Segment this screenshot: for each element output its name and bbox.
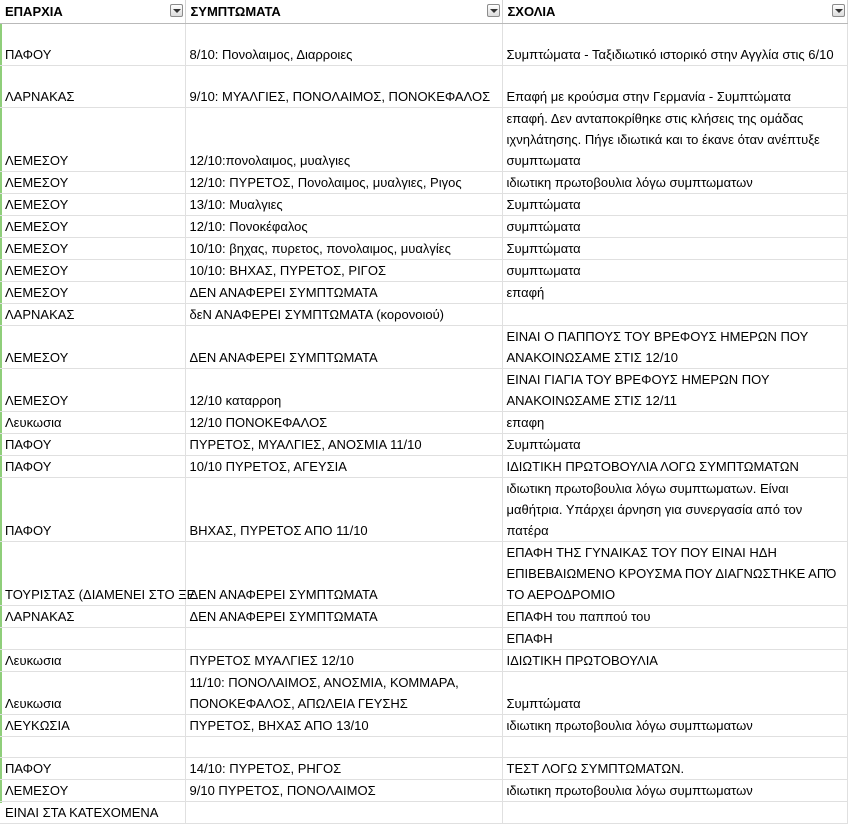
column-header-label: ΣΥΜΠΤΩΜΑΤΑ bbox=[190, 4, 281, 19]
table-row bbox=[0, 369, 847, 412]
table-row bbox=[0, 737, 847, 758]
cell-province[interactable]: ΠΑΦΟΥ bbox=[0, 434, 185, 456]
cell-province[interactable]: ΛΑΡΝΑΚΑΣ bbox=[0, 304, 185, 326]
chevron-down-icon bbox=[173, 9, 181, 13]
header-row bbox=[0, 0, 847, 24]
cell-symptoms[interactable]: 11/10: ΠΟΝΟΛΑΙΜΟΣ, ΑΝΟΣΜΙΑ, ΚΟΜΜΑΡΑ, ΠΟΝΟΚΕΦΑΛΟΣ, ΑΠΩΛΕΙΑ ΓΕΥΣΗΣ bbox=[185, 672, 502, 715]
chevron-down-icon bbox=[490, 9, 498, 13]
cell-symptoms[interactable]: 10/10 ΠΥΡΕΤΟΣ, ΑΓΕΥΣΙΑ bbox=[185, 456, 502, 478]
filter-dropdown-button[interactable] bbox=[832, 4, 845, 17]
cell-province[interactable]: ΛΕΜΕΣΟΥ bbox=[0, 216, 185, 238]
filter-dropdown-button[interactable] bbox=[487, 4, 500, 17]
cell-province[interactable]: ΠΑΦΟΥ bbox=[0, 456, 185, 478]
cell-symptoms[interactable]: 12/10 ΠΟΝΟΚΕΦΑΛΟΣ bbox=[185, 412, 502, 434]
table-row bbox=[0, 108, 847, 172]
cell-comments[interactable]: ΕΠΑΦΗ του παππού του bbox=[502, 606, 847, 628]
table-row bbox=[0, 650, 847, 672]
table-row bbox=[0, 434, 847, 456]
table-row bbox=[0, 326, 847, 369]
table-row bbox=[0, 672, 847, 715]
cell-comments[interactable]: Επαφή με κρούσμα στην Γερμανία - Συμπτώματα bbox=[502, 66, 847, 108]
cell-symptoms[interactable]: ΠΥΡΕΤΟΣ ΜΥΑΛΓΙΕΣ 12/10 bbox=[185, 650, 502, 672]
cell-province[interactable]: ΛΕΜΕΣΟΥ bbox=[0, 238, 185, 260]
table-row bbox=[0, 282, 847, 304]
cell-symptoms[interactable]: ΔΕΝ ΑΝΑΦΕΡΕΙ ΣΥΜΠΤΩΜΑΤΑ bbox=[185, 606, 502, 628]
table-row bbox=[0, 412, 847, 434]
cell-comments[interactable]: ΕΠΑΦΗ ΤΗΣ ΓΥΝΑΙΚΑΣ ΤΟΥ ΠΟΥ ΕΙΝΑΙ ΗΔΗ ΕΠΙΒΕΒΑΙΩΜΕΝΟ ΚΡΟΥΣΜΑ ΠΟΥ ΔΙΑΓΝΩΣΤΗΚΕ ΑΠΌ ΤΟ ΑΕΡΟΔΡΟΜΙΟ bbox=[502, 542, 847, 606]
table-row bbox=[0, 478, 847, 542]
cell-province[interactable]: ΠΑΦΟΥ bbox=[0, 478, 185, 542]
cell-comments[interactable]: συμπτωματα bbox=[502, 260, 847, 282]
table-row bbox=[0, 715, 847, 737]
cell-symptoms[interactable]: 12/10: Πονοκέφαλος bbox=[185, 216, 502, 238]
cell-province[interactable]: ΠΑΦΟΥ bbox=[0, 24, 185, 66]
cell-symptoms[interactable]: ΔΕΝ ΑΝΑΦΕΡΕΙ ΣΥΜΠΤΩΜΑΤΑ bbox=[185, 542, 502, 606]
cell-symptoms[interactable]: 13/10: Μυαλγιες bbox=[185, 194, 502, 216]
cell-comments[interactable]: Συμπτώματα bbox=[502, 238, 847, 260]
cell-province[interactable]: ΤΟΥΡΙΣΤΑΣ (ΔΙΑΜΕΝΕΙ ΣΤΟ ΞΕ bbox=[0, 542, 185, 606]
table-row bbox=[0, 260, 847, 282]
table-row bbox=[0, 66, 847, 108]
cell-comments[interactable]: Συμπτώματα bbox=[502, 672, 847, 715]
cell-province[interactable]: ΛΕΜΕΣΟΥ bbox=[0, 108, 185, 172]
cell-symptoms[interactable]: 10/10: βηχας, πυρετος, πονολαιμος, μυαλγίες bbox=[185, 238, 502, 260]
cell-province[interactable]: ΛΕΜΕΣΟΥ bbox=[0, 260, 185, 282]
cell-comments[interactable]: ιδιωτικη πρωτοβουλια λόγω συμπτωματων bbox=[502, 780, 847, 802]
cell-comments[interactable]: ΕΙΝΑΙ Ο ΠΑΠΠΟΥΣ ΤΟΥ ΒΡΕΦΟΥΣ ΗΜΕΡΩΝ ΠΟΥ ΑΝΑΚΟΙΝΩΣΑΜΕ ΣΤΙΣ 12/10 bbox=[502, 326, 847, 369]
cell-comments[interactable]: ΕΠΑΦΗ bbox=[502, 628, 847, 650]
cell-symptoms[interactable]: ΠΥΡΕΤΟΣ, ΜΥΑΛΓΙΕΣ, ΑΝΟΣΜΙΑ 11/10 bbox=[185, 434, 502, 456]
table-row bbox=[0, 606, 847, 628]
cell-comments[interactable]: Συμπτώματα bbox=[502, 194, 847, 216]
cell-comments[interactable]: ιδιωτικη πρωτοβουλια λόγω συμπτωματων bbox=[502, 172, 847, 194]
filter-dropdown-button[interactable] bbox=[170, 4, 183, 17]
cell-comments[interactable]: συμπτώματα bbox=[502, 216, 847, 238]
table-row bbox=[0, 758, 847, 780]
table-row bbox=[0, 172, 847, 194]
cell-comments[interactable]: Συμπτώματα bbox=[502, 434, 847, 456]
cell-symptoms[interactable]: 9/10: ΜΥΑΛΓΙΕΣ, ΠΟΝΟΛΑΙΜΟΣ, ΠΟΝΟΚΕΦΑΛΟΣ bbox=[185, 66, 502, 108]
column-header-label: ΕΠΑΡΧΙΑ bbox=[5, 4, 63, 19]
cell-province[interactable] bbox=[0, 737, 185, 758]
cell-comments[interactable]: Συμπτώματα - Ταξιδιωτικό ιστορικό στην Αγγλία στις 6/10 bbox=[502, 24, 847, 66]
cell-province[interactable]: Λευκωσια bbox=[0, 650, 185, 672]
cell-symptoms[interactable]: 12/10:πονολαιμος, μυαλγιες bbox=[185, 108, 502, 172]
cell-symptoms[interactable]: δεΝ ΑΝΑΦΕΡΕΙ ΣΥΜΠΤΩΜΑΤΑ (κορονοιού) bbox=[185, 304, 502, 326]
cell-comments[interactable] bbox=[502, 304, 847, 326]
chevron-down-icon bbox=[835, 9, 843, 13]
cell-comments[interactable]: επαφή. Δεν ανταποκρίθηκε στις κλήσεις της ομάδας ιχνηλάτησης. Πήγε ιδιωτικά και το έκανε όταν ανέπτυξε συμπτωματα bbox=[502, 108, 847, 172]
cell-symptoms[interactable]: 10/10: ΒΗΧΑΣ, ΠΥΡΕΤΟΣ, ΡΙΓΟΣ bbox=[185, 260, 502, 282]
cell-symptoms[interactable] bbox=[185, 628, 502, 650]
cell-comments[interactable]: ιδιωτικη πρωτοβουλια λόγω συμπτωματων bbox=[502, 715, 847, 737]
table-row bbox=[0, 194, 847, 216]
cell-symptoms[interactable]: 9/10 ΠΥΡΕΤΟΣ, ΠΟΝΟΛΑΙΜΟΣ bbox=[185, 780, 502, 802]
cell-province[interactable]: ΛΕΜΕΣΟΥ bbox=[0, 172, 185, 194]
cell-comments[interactable] bbox=[502, 737, 847, 758]
cell-symptoms[interactable]: 14/10: ΠΥΡΕΤΟΣ, ΡΗΓΟΣ bbox=[185, 758, 502, 780]
cell-symptoms[interactable]: ΠΥΡΕΤΟΣ, ΒΗΧΑΣ ΑΠΟ 13/10 bbox=[185, 715, 502, 737]
table-row bbox=[0, 542, 847, 606]
column-header-province bbox=[0, 0, 185, 24]
cell-symptoms[interactable]: 12/10: ΠΥΡΕΤΟΣ, Πονολαιμος, μυαλγιες, Ριγος bbox=[185, 172, 502, 194]
cell-province[interactable]: Λευκωσια bbox=[0, 672, 185, 715]
cell-province[interactable]: Λευκωσια bbox=[0, 412, 185, 434]
cell-province[interactable]: ΛΕΜΕΣΟΥ bbox=[0, 780, 185, 802]
cell-symptoms[interactable]: 12/10 καταρροη bbox=[185, 369, 502, 412]
cell-province[interactable]: ΛΕΜΕΣΟΥ bbox=[0, 282, 185, 304]
cell-symptoms[interactable] bbox=[185, 802, 502, 824]
cell-province[interactable] bbox=[0, 628, 185, 650]
cell-comments[interactable]: ΤΕΣΤ ΛΟΓΩ ΣΥΜΠΤΩΜΑΤΩΝ. bbox=[502, 758, 847, 780]
table-row bbox=[0, 216, 847, 238]
cell-province[interactable]: ΕΙΝΑΙ ΣΤΑ ΚΑΤΕΧΟΜΕΝΑ bbox=[0, 802, 185, 824]
cell-symptoms[interactable]: ΔΕΝ ΑΝΑΦΕΡΕΙ ΣΥΜΠΤΩΜΑΤΑ bbox=[185, 282, 502, 304]
table-row bbox=[0, 24, 847, 66]
cell-province[interactable]: ΛΕΜΕΣΟΥ bbox=[0, 194, 185, 216]
cell-comments[interactable]: ιδιωτικη πρωτοβουλια λόγω συμπτωματων. Είναι μαθήτρια. Υπάρχει άρνηση για συνεργασία από τον πατέρα bbox=[502, 478, 847, 542]
table-row bbox=[0, 456, 847, 478]
cell-symptoms[interactable] bbox=[185, 737, 502, 758]
cell-province[interactable]: ΛΑΡΝΑΚΑΣ bbox=[0, 66, 185, 108]
cell-comments[interactable]: ΙΔΙΩΤΙΚΗ ΠΡΩΤΟΒΟΥΛΙΑ bbox=[502, 650, 847, 672]
cell-symptoms[interactable]: 8/10: Πονολαιμος, Διαρροιες bbox=[185, 24, 502, 66]
table-row bbox=[0, 238, 847, 260]
table-row bbox=[0, 802, 847, 824]
cell-province[interactable]: ΛΕΜΕΣΟΥ bbox=[0, 326, 185, 369]
table-row bbox=[0, 628, 847, 650]
cell-comments[interactable]: ΙΔΙΩΤΙΚΗ ΠΡΩΤΟΒΟΥΛΙΑ ΛΟΓΩ ΣΥΜΠΤΩΜΑΤΩΝ bbox=[502, 456, 847, 478]
cell-province[interactable]: ΛΕΥΚΩΣΙΑ bbox=[0, 715, 185, 737]
cell-symptoms[interactable]: ΒΗΧΑΣ, ΠΥΡΕΤΟΣ ΑΠΟ 11/10 bbox=[185, 478, 502, 542]
cell-province[interactable]: ΛΕΜΕΣΟΥ bbox=[0, 369, 185, 412]
cell-province[interactable]: ΛΑΡΝΑΚΑΣ bbox=[0, 606, 185, 628]
column-header-symptoms bbox=[185, 0, 502, 24]
table-row bbox=[0, 780, 847, 802]
cell-comments[interactable]: ΕΙΝΑΙ ΓΙΑΓΙΑ ΤΟΥ ΒΡΕΦΟΥΣ ΗΜΕΡΩΝ ΠΟΥ ΑΝΑΚΟΙΝΩΣΑΜΕ ΣΤΙΣ 12/11 bbox=[502, 369, 847, 412]
cell-province[interactable]: ΠΑΦΟΥ bbox=[0, 758, 185, 780]
cell-symptoms[interactable]: ΔΕΝ ΑΝΑΦΕΡΕΙ ΣΥΜΠΤΩΜΑΤΑ bbox=[185, 326, 502, 369]
column-header-comments bbox=[502, 0, 847, 24]
cell-comments[interactable] bbox=[502, 802, 847, 824]
cell-comments[interactable]: επαφη bbox=[502, 412, 847, 434]
column-header-label: ΣΧΟΛΙΑ bbox=[507, 4, 556, 19]
table-row bbox=[0, 304, 847, 326]
cell-comments[interactable]: επαφή bbox=[502, 282, 847, 304]
table-body bbox=[0, 24, 847, 824]
